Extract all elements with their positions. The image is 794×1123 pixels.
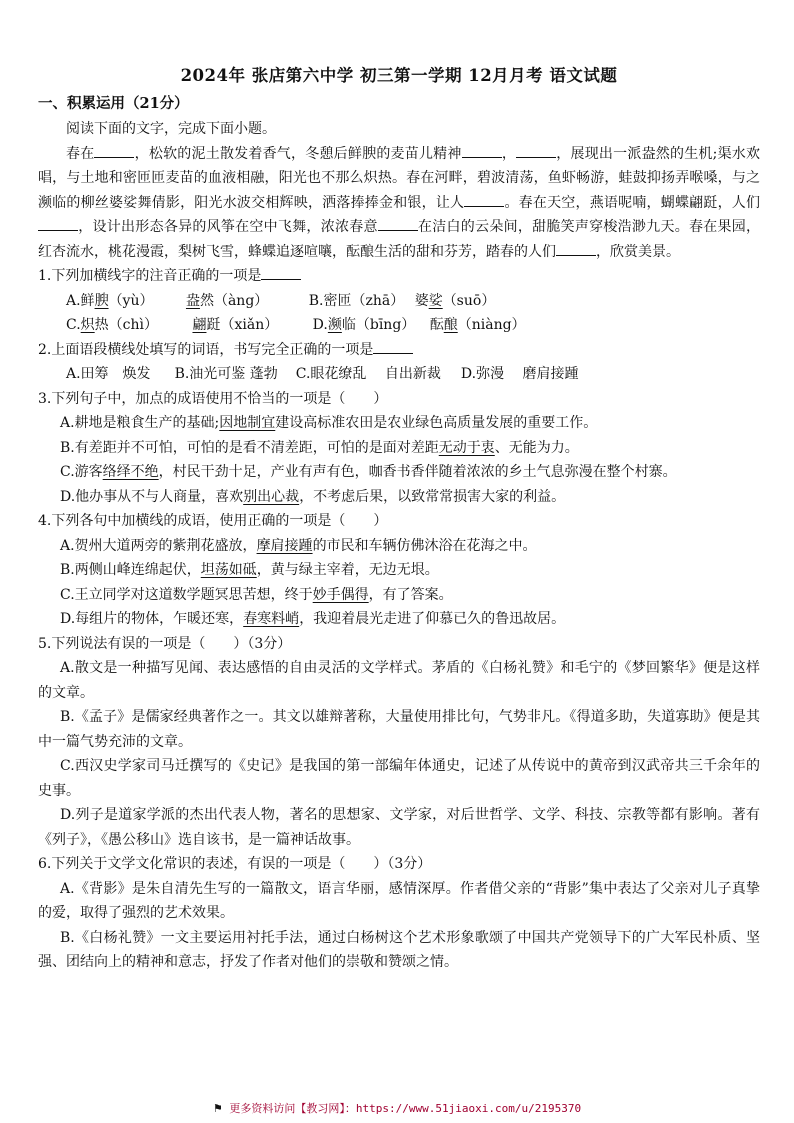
question-1-options-cd: C.炽热（chì） 翩跹（xiǎn） D.濒临（bīng） 酝酿（niàng） bbox=[66, 317, 526, 333]
answer-blank[interactable] bbox=[462, 143, 502, 158]
question-5-stem: 5.下列说法有误的一项是（ ）（3分） bbox=[38, 635, 292, 652]
question-1-options-ab: A.鲜腴（yù） 盎然（àng） B.密匝（zhā） 婆娑（suō） bbox=[66, 292, 496, 309]
flag-icon: ⚑ bbox=[212, 1102, 223, 1115]
answer-blank[interactable] bbox=[261, 265, 301, 280]
footer-text[interactable]: 更多资料访问【教习网】：https://www.51jiaoxi.com/u/2195370 bbox=[229, 1102, 582, 1115]
answer-blank[interactable] bbox=[94, 143, 134, 158]
option-b[interactable]: B.油光可鉴 蓬勃 bbox=[174, 366, 278, 382]
answer-blank[interactable] bbox=[373, 339, 413, 354]
question-3-stem: 3.下列句子中，加点的成语使用不恰当的一项是（ ） bbox=[38, 390, 388, 407]
question-4-option-d[interactable]: D.每组片的物体，乍暖还寒，春寒料峭，我迎着晨光走进了仰慕已久的鲁迅故居。 bbox=[60, 611, 566, 627]
question-4-option-a[interactable]: A.贺州大道两旁的紫荆花盛放，摩肩接踵的市民和车辆仿佛沐浴在花海之中。 bbox=[60, 537, 537, 554]
answer-blank[interactable] bbox=[516, 143, 556, 158]
answer-blank[interactable] bbox=[464, 192, 504, 207]
reading-passage: 春在 ，松软的泥土散发着香气，冬憩后鲜腴的麦苗儿精神 ， ，展现出一派盎然的生机;渠水欢唱，与土地和密匝匝麦苗的血液相融，阳光也不那么炽热。春在河畔，碧波清荡，鱼虾畅游，蛙鼓抑扬弄喉嗓，与之濒临的柳丝婆娑舞倩影，阳光水波交相辉映，洒落捧捧金和银，让人 。春在天空，燕语呢喃，蝴蝶翩跹，人们，设计出形态各异的风筝在空中飞舞，浓浓春意 在洁白的云朵间，甜脆笑声穿梭浩渺九天。春在果园，红杏流水，桃花漫霞，梨树飞雪，蜂蝶追逐喧嚷，酝酿生活的甜和芬芳，踏春的人们 ，欣赏美景。 bbox=[38, 142, 760, 265]
question-2-stem: 2.上面语段横线处填写的词语，书写完全正确的一项是 bbox=[38, 338, 760, 363]
reading-instruction: 阅读下面的文字，完成下面小题。 bbox=[66, 121, 276, 137]
question-5-option-b[interactable]: B.《孟子》是儒家经典著作之一。其文以雄辩著称，大量使用排比句，气势非凡。《得道多助，失道寡助》便是其中一篇气势充沛的文章。 bbox=[38, 709, 760, 750]
question-3-option-d[interactable]: D.他办事从不与人商量，喜欢别出心裁，不考虑后果，以致常常损害大家的利益。 bbox=[60, 488, 566, 505]
section-heading: 一、积累运用（21分） bbox=[38, 95, 189, 112]
question-1-stem: 1.下列加横线字的注音正确的一项是 bbox=[38, 264, 760, 289]
question-3-option-b[interactable]: B.有差距并不可怕，可怕的是看不清差距，可怕的是面对差距无动于衷、无能为力。 bbox=[60, 439, 579, 456]
option-d[interactable]: D.弥漫 磨肩接踵 bbox=[460, 366, 579, 382]
question-4-option-c[interactable]: C.王立同学对这道数学题冥思苦想，终于妙手偶得，有了答案。 bbox=[60, 586, 453, 603]
question-6-option-a[interactable]: A.《背影》是朱自清先生写的一篇散文，语言华丽，感情深厚。作者借父亲的“背影”集中表达了父亲对儿子真挚的爱，取得了强烈的艺术效果。 bbox=[38, 880, 760, 921]
question-6-stem: 6.下列关于文学文化常识的表述，有误的一项是（ ）（3分） bbox=[38, 856, 432, 872]
question-5-option-d[interactable]: D.列子是道家学派的杰出代表人物，著名的思想家、文学家，对后世哲学、文学、科技、宗教等都有影响。著有《列子》，《愚公移山》选自该书，是一篇神话故事。 bbox=[38, 807, 760, 848]
question-5-option-c[interactable]: C.西汉史学家司马迁撰写的《史记》是我国的第一部编年体通史，记述了从传说中的黄帝到汉武帝共三千余年的史事。 bbox=[38, 758, 760, 799]
exam-page bbox=[38, 62, 760, 975]
footer-link[interactable] bbox=[0, 1100, 794, 1116]
question-5-option-a[interactable]: A.散文是一种描写见闻、表达感悟的自由灵活的文学样式。茅盾的《白杨礼赞》和毛宁的《梦回繁华》便是这样的文章。 bbox=[38, 660, 760, 701]
answer-blank[interactable] bbox=[38, 216, 78, 231]
answer-blank[interactable] bbox=[556, 241, 596, 256]
option-a[interactable]: A.田筹 焕发 bbox=[66, 366, 151, 382]
question-4-stem: 4.下列各句中加横线的成语，使用正确的一项是（ ） bbox=[38, 513, 388, 529]
question-4-option-b[interactable]: B.两侧山峰连绵起伏，坦荡如砥，黄与绿主宰着，无边无垠。 bbox=[60, 562, 439, 578]
question-3-option-c[interactable]: C.游客络绎不绝，村民干劲十足，产业有声有色，咖香书香伴随着浓浓的乡土气息弥漫在整个村寨。 bbox=[60, 464, 677, 480]
question-2-options bbox=[38, 362, 760, 387]
question-6-option-b[interactable]: B.《白杨礼赞》一文主要运用衬托手法，通过白杨树这个艺术形象歌颂了中国共产党领导下的广大军民朴质、坚强、团结向上的精神和意志，抒发了作者对他们的崇敬和赞颂之情。 bbox=[38, 929, 760, 970]
option-c[interactable]: C.眼花缭乱 自出新裁 bbox=[295, 366, 441, 382]
page-title: 2024年 张店第六中学 初三第一学期 12月月考 语文试题 bbox=[180, 66, 618, 85]
answer-blank[interactable] bbox=[378, 216, 418, 231]
question-3-option-a[interactable]: A.耕地是粮食生产的基础;因地制宜建设高标准农田是农业绿色高质量发展的重要工作。 bbox=[60, 415, 598, 431]
